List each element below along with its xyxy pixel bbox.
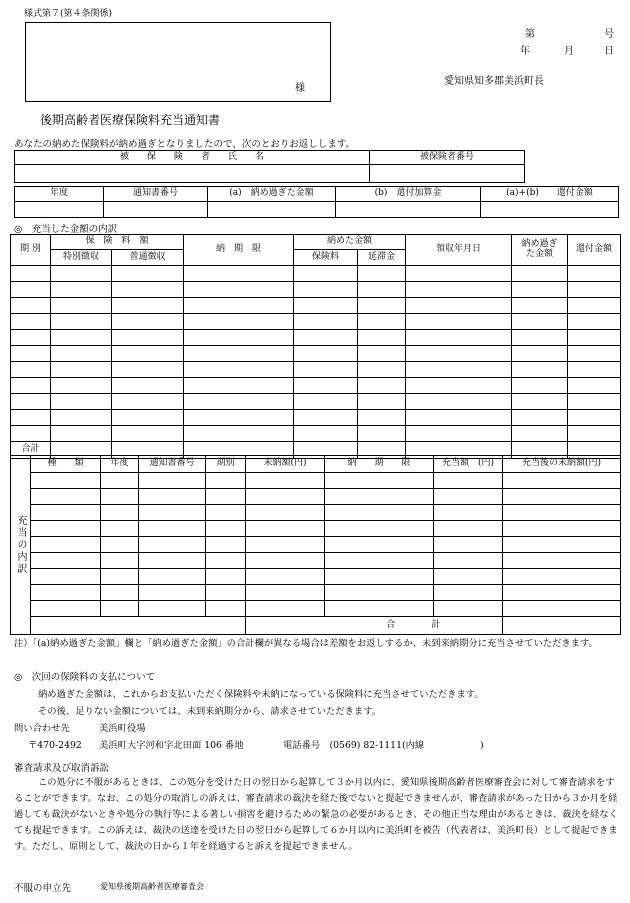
t1-header-ordinary: 普通徴収	[112, 250, 184, 266]
t2-total-label: 合 計	[325, 617, 503, 635]
appeal-text: この処分に不服があるときは、この処分を受けた日の翌日から起算して３か月以内に、愛知県後期高齢者医療審査会に対して審査請求をすることができます。なお、この処分の取消しの訴えは、審査請求の裁決を経た後でないと提起できませんが、審査請求があった日から３か月を経過しても裁決がないときや処分の執行等による著しい損害を避けるための緊急の必要があるとき、その他正当な理由があるときは、裁決を経なくても提起できます。この訴えは、裁決の送達を受けた日の翌日から起算して６か月以内に美浜町を被告（代表者は、美浜町長）として提起できます。ただし、原則として、裁決の日から１年を経過すると訴えを提起できません。	[14, 777, 618, 852]
insured-table	[14, 150, 525, 183]
date-day: 日	[604, 46, 614, 57]
t2-header-notice-number: 通知書番号	[139, 456, 206, 473]
doc-title: 後期高齢者医療保険料充当通知書	[40, 113, 221, 127]
form-number: 様式第７(第４条関係)	[24, 9, 113, 19]
insured-name-header: 被 保 険 者 氏 名	[15, 151, 370, 165]
t1-header-overpaid: 納め過ぎ た金額	[512, 235, 568, 266]
addressee-box	[25, 22, 331, 102]
intro-text: あなたの納めた保険料が納め過ぎとなりましたので、次のとおりお返しします。	[14, 139, 356, 150]
contact-office: 美浜町役場	[99, 723, 146, 734]
contact-phone: 電話番号 (0569) 82-1111(内線 )	[283, 740, 484, 751]
date-year: 年	[520, 46, 530, 57]
summary-header-year: 年度	[15, 187, 104, 202]
t2-header-year: 年度	[101, 456, 139, 473]
t1-header-period: 期 別	[11, 235, 51, 266]
date-month: 月	[564, 46, 574, 57]
summary-header-overpaid: (a) 納め過ぎた金額	[208, 187, 336, 202]
t2-header-type: 種 類	[31, 456, 101, 473]
next-payment-title: ◎ 次回の保険料の支払について	[14, 672, 156, 683]
breakdown-title: ◎ 充当した金額の内訳	[14, 224, 118, 235]
t1-header-premium-group: 保 険 料 額	[51, 235, 184, 250]
t2-header-unpaid: 未納額(円)	[246, 456, 325, 473]
t2-header-deadline: 納 期 限	[325, 456, 434, 473]
next-payment-line-2: その後、足りない金額については、未到来納期分から、請求させていただきます。	[38, 706, 382, 717]
addressee-suffix: 様	[295, 83, 305, 94]
summary-header-notice-number: 通知書番号	[104, 187, 208, 202]
t1-total-label: 合計	[11, 442, 51, 459]
note-1: 注）「(a)納め過ぎた金額」欄と「納め過ぎた金額」の合計欄が異なる場合は差額をお返しするか、未到来納期分に充当させていただきます。	[14, 638, 598, 649]
t2-header-applied: 充当額 (円)	[434, 456, 503, 473]
insured-name-value	[15, 165, 370, 183]
objection-label: 不服の申立先	[14, 883, 72, 894]
summary-header-refund-total: (a)+(b) 還付金額	[481, 187, 619, 202]
next-payment-line-1: 納め過ぎた金額は、これからお支払いただく保険料や未納になっている保険料に充当させていただきます。	[38, 689, 484, 700]
insured-number-value	[370, 165, 525, 183]
contact-address: 美浜町大字河和字北田面 106 番地	[99, 740, 244, 751]
appropriation-table	[10, 455, 621, 635]
number-prefix: 第	[525, 29, 535, 40]
t1-header-premium: 保険料	[294, 250, 358, 266]
t1-header-special: 特別徴収	[51, 250, 112, 266]
t2-header-period: 期別	[206, 456, 246, 473]
t1-header-late-fee: 延滞金	[358, 250, 406, 266]
summary-table	[14, 186, 619, 218]
number-suffix: 号	[604, 29, 614, 40]
insured-number-header: 被保険者番号	[370, 151, 525, 165]
appeal-title: 審査請求及び取消訴訟	[14, 763, 110, 774]
t2-header-remaining: 充当後の未納額(円)	[503, 456, 621, 473]
t1-header-receipt-date: 領収年月日	[406, 235, 512, 266]
t1-header-deadline: 納 期 限	[184, 235, 294, 266]
t1-header-refund: 還付金額	[568, 235, 621, 266]
issuer: 愛知県知多郡美浜町長	[444, 76, 544, 87]
contact-postal: 〒470-2492	[28, 740, 82, 751]
applied-amount-table	[10, 234, 621, 459]
summary-header-refund-interest: (b) 還付加算金	[336, 187, 481, 202]
objection-value: 愛知県後期高齢者医療審査会	[100, 882, 204, 891]
t2-vertical-label: 充当の内訳	[11, 456, 31, 635]
t1-header-paid-group: 納めた金額	[294, 235, 406, 250]
contact-label: 問い合わせ先	[14, 723, 70, 734]
